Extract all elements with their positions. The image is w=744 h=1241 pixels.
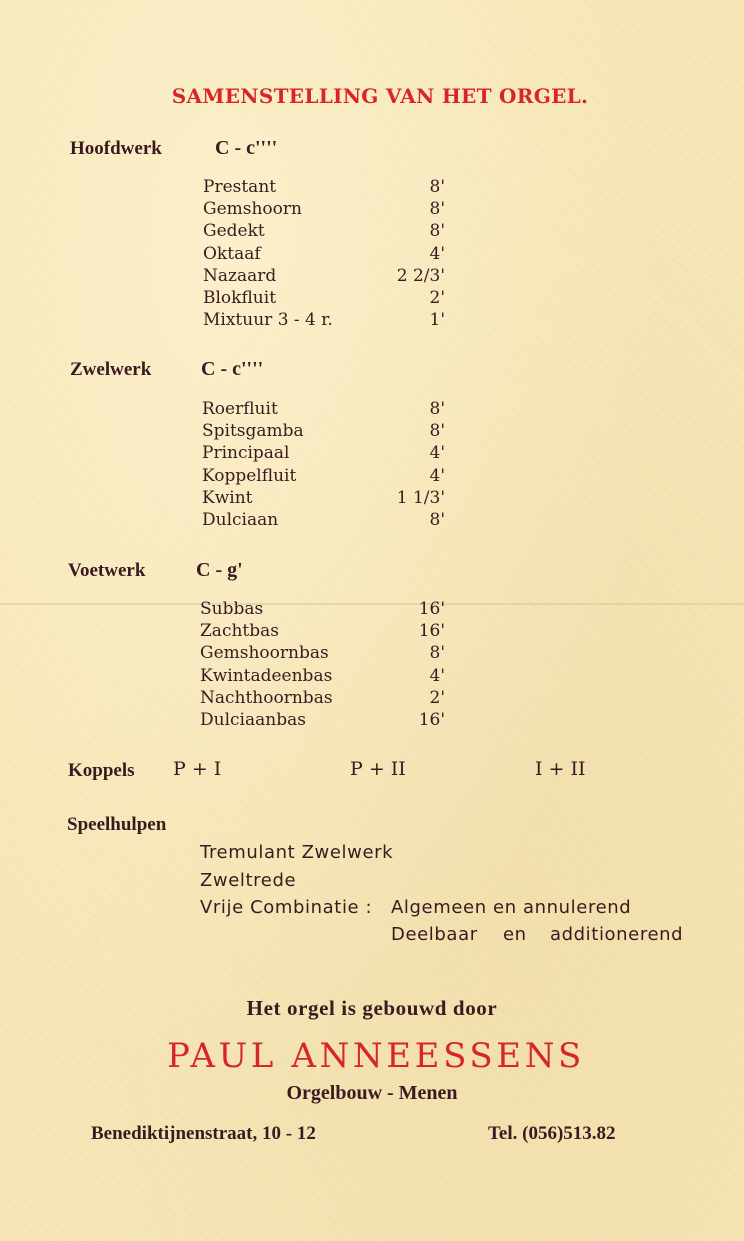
stop-footage: 8': [429, 177, 445, 197]
koppels-heading: Koppels: [68, 760, 135, 781]
hoofdwerk-heading: Hoofdwerk: [70, 138, 162, 159]
stop-row: [200, 687, 445, 709]
zwelwerk-stop-list: [202, 398, 445, 531]
stop-row: [200, 665, 445, 687]
stop-name: Kwintadeenbas: [200, 665, 333, 686]
stop-footage: 4': [429, 243, 445, 264]
zwelwerk-heading: Zwelwerk: [70, 359, 152, 380]
stop-name: Nachthoornbas: [200, 687, 333, 708]
hoofdwerk-range: C - c'''': [215, 137, 278, 159]
stop-row: [202, 398, 445, 420]
stop-footage: 16': [418, 599, 445, 619]
stop-row: [202, 487, 445, 509]
stop-footage: 16': [418, 709, 445, 730]
stop-name: Mixtuur 3 - 4 r.: [203, 310, 333, 331]
stop-name: Gemshoorn: [203, 199, 302, 220]
stop-footage: 8': [429, 421, 445, 442]
stop-row: [203, 220, 445, 242]
stop-name: Blokfluit: [203, 287, 277, 308]
stop-row: [203, 265, 445, 287]
voetwerk-heading: Voetwerk: [68, 560, 146, 581]
voetwerk-range: C - g': [196, 559, 243, 581]
stop-footage: 1': [429, 310, 445, 331]
speelhulp-vrije-combinatie-value: Algemeen en annulerend: [391, 897, 632, 918]
stop-row: [200, 709, 445, 731]
stop-footage: 8': [429, 221, 445, 242]
stop-row: [202, 420, 445, 442]
stop-footage: 1 1/3': [396, 487, 445, 508]
stop-footage: 8': [429, 399, 445, 419]
stop-row: [202, 442, 445, 464]
stop-name: Spitsgamba: [202, 421, 304, 442]
stop-row: [202, 509, 445, 531]
stop-name: Dulciaanbas: [200, 709, 306, 730]
zwelwerk-range: C - c'''': [201, 358, 264, 380]
stop-row: [202, 465, 445, 487]
builder-name: PAUL ANNEESSENS: [167, 1036, 585, 1076]
speelhulp-additionerend-word: additionerend: [550, 924, 684, 945]
stop-row: [203, 287, 445, 309]
hoofdwerk-stop-list: [203, 176, 445, 331]
page-title: SAMENSTELLING VAN HET ORGEL.: [171, 84, 589, 108]
stop-footage: 4': [429, 465, 445, 486]
builder-intro: Het orgel is gebouwd door: [246, 996, 498, 1020]
stop-footage: 8': [429, 643, 445, 664]
speelhulpen-heading: Speelhulpen: [67, 814, 167, 835]
stop-name: Dulciaan: [202, 509, 279, 530]
koppel-p-ii: P + II: [350, 758, 406, 780]
stop-footage: 2': [429, 687, 445, 708]
stop-row: [203, 243, 445, 265]
speelhulp-vrije-combinatie-label: Vrije Combinatie :: [200, 897, 373, 918]
builder-phone: Tel. (056)513.82: [488, 1123, 616, 1144]
stop-footage: 4': [429, 443, 445, 464]
stop-name: Kwint: [202, 487, 253, 508]
stop-footage: 4': [429, 665, 445, 686]
stop-row: [200, 620, 445, 642]
stop-name: Principaal: [202, 443, 290, 464]
stop-footage: 2': [429, 287, 445, 308]
stop-footage: 16': [418, 621, 445, 642]
stop-name: Roerfluit: [202, 399, 278, 419]
stop-name: Koppelfluit: [202, 465, 297, 486]
speelhulp-en-word: en: [503, 924, 527, 945]
stop-footage: 2 2/3': [396, 265, 445, 286]
stop-row: [203, 198, 445, 220]
stop-name: Zachtbas: [200, 621, 279, 642]
stop-row: [200, 642, 445, 664]
stop-row: [200, 598, 445, 620]
speelhulp-deelbaar-word: Deelbaar: [391, 924, 478, 945]
stop-name: Prestant: [203, 177, 277, 197]
stop-name: Gedekt: [203, 221, 265, 242]
voetwerk-stop-list: [200, 598, 445, 731]
stop-footage: 8': [429, 199, 445, 220]
builder-subtitle: Orgelbouw - Menen: [286, 1082, 458, 1104]
speelhulp-zweltrede: Zweltrede: [200, 870, 297, 891]
speelhulp-tremulant: Tremulant Zwelwerk: [200, 842, 394, 863]
builder-address: Benediktijnenstraat, 10 - 12: [91, 1123, 316, 1144]
stop-footage: 8': [429, 509, 445, 530]
stop-row: [203, 176, 445, 198]
stop-name: Nazaard: [203, 265, 277, 286]
stop-name: Oktaaf: [203, 243, 261, 264]
stop-row: [203, 309, 445, 331]
stop-name: Subbas: [200, 599, 264, 619]
stop-name: Gemshoornbas: [200, 643, 329, 664]
koppel-p-i: P + I: [173, 758, 222, 780]
koppel-i-ii: I + II: [535, 758, 586, 780]
